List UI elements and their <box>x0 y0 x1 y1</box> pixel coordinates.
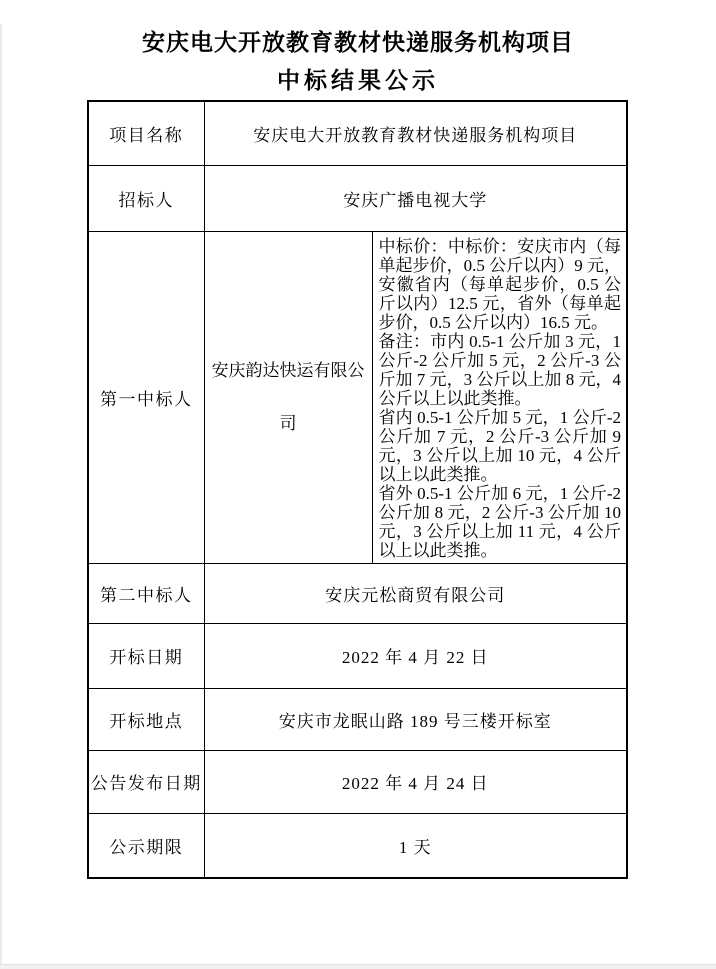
document-title <box>0 24 716 100</box>
table-row-tenderee <box>88 165 627 231</box>
table-row-bid-opening-place <box>88 688 627 750</box>
project-name-value: 安庆电大开放教育教材快递服务机构项目 <box>204 101 627 165</box>
table-row-announcement-date <box>88 750 627 813</box>
second-winner-label: 第二中标人 <box>88 563 204 623</box>
bid-opening-date-label: 开标日期 <box>88 623 204 688</box>
second-winner-value: 安庆元松商贸有限公司 <box>204 563 627 623</box>
price-paragraph-province: 省内 0.5-1 公斤加 5 元，1 公斤-2 公斤加 7 元，2 公斤-3 公斤加 9 元，3 公斤以上加 10 元，4 公斤以上以此类推。 <box>378 408 621 484</box>
publicity-period-value: 1 天 <box>204 813 627 878</box>
bid-opening-date-value: 2022 年 4 月 22 日 <box>204 623 627 688</box>
tenderee-value: 安庆广播电视大学 <box>204 165 627 231</box>
price-paragraph-bid-price: 中标价：中标价：安庆市内（每单起步价，0.5 公斤以内）9 元，安徽省内（每单起步价，0.5 公斤以内）12.5 元，省外（每单起步价，0.5 公斤以内）16.5 元。 <box>378 237 621 332</box>
page-edge-bottom <box>0 964 716 969</box>
first-winner-price-detail <box>372 231 627 563</box>
table-row-second-winner <box>88 563 627 623</box>
table-row-project-name <box>88 101 627 165</box>
first-winner-company: 安庆韵达快运有限公司 <box>204 231 372 563</box>
tenderee-label: 招标人 <box>88 165 204 231</box>
price-paragraph-note-city: 备注：市内 0.5-1 公斤加 3 元，1 公斤-2 公斤加 5 元，2 公斤-3 公斤加 7 元，3 公斤以上加 8 元，4 公斤以上以此类推。 <box>378 332 621 408</box>
first-winner-label: 第一中标人 <box>88 231 204 563</box>
title-line-1: 安庆电大开放教育教材快递服务机构项目 <box>142 30 574 55</box>
table-row-bid-opening-date <box>88 623 627 688</box>
price-paragraph-outside-province: 省外 0.5-1 公斤加 6 元，1 公斤-2 公斤加 8 元，2 公斤-3 公斤加 10 元，3 公斤以上加 11 元，4 公斤以上以此类推。 <box>378 484 621 560</box>
bid-opening-place-label: 开标地点 <box>88 688 204 750</box>
title-line-2: 中标结果公示 <box>277 68 439 93</box>
table-row-publicity-period <box>88 813 627 878</box>
announcement-date-label: 公告发布日期 <box>88 750 204 813</box>
announcement-date-value: 2022 年 4 月 24 日 <box>204 750 627 813</box>
project-name-label: 项目名称 <box>88 101 204 165</box>
publicity-period-label: 公示期限 <box>88 813 204 878</box>
document-page <box>0 24 716 969</box>
bid-opening-place-value: 安庆市龙眠山路 189 号三楼开标室 <box>204 688 627 750</box>
page-edge-left <box>0 24 2 969</box>
table-row-first-winner <box>88 231 627 563</box>
bid-result-table <box>87 100 628 879</box>
